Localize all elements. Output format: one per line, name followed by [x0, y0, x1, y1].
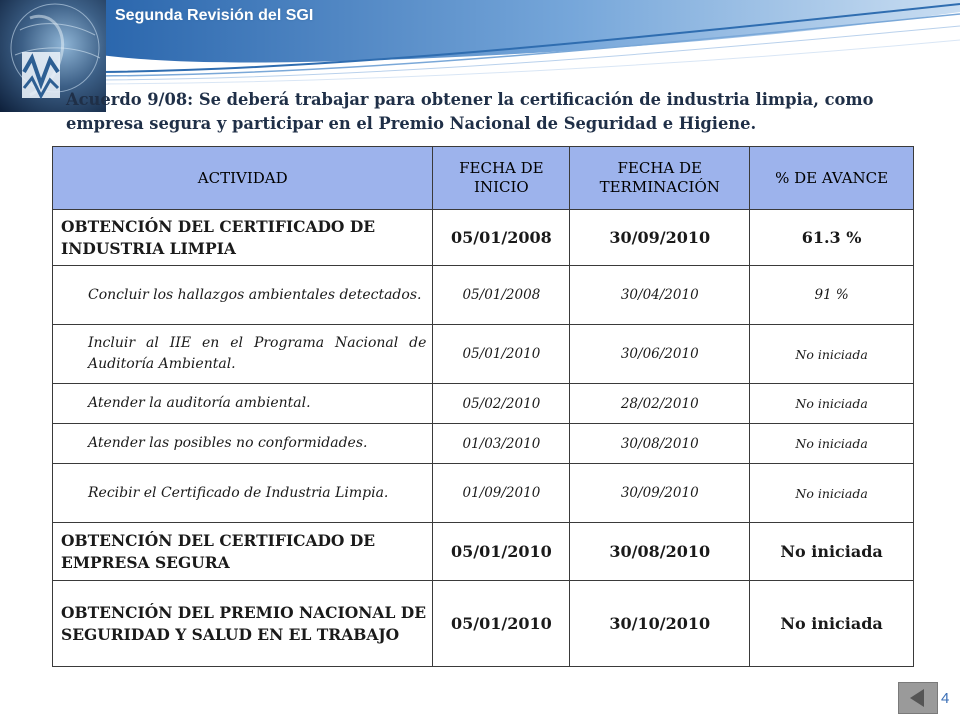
activity-cell: OBTENCIÓN DEL CERTIFICADO DE INDUSTRIA LIMPIA [53, 210, 433, 266]
progress-cell: No iniciada [750, 384, 914, 424]
end-date-cell: 28/02/2010 [570, 384, 750, 424]
progress-cell: No iniciada [750, 581, 914, 667]
column-header-progress: % DE AVANCE [750, 147, 914, 210]
start-date-cell: 05/01/2008 [433, 210, 570, 266]
activity-cell: OBTENCIÓN DEL CERTIFICADO DE EMPRESA SEGURA [53, 523, 433, 581]
table-row [53, 210, 914, 266]
end-date-cell: 30/09/2010 [570, 464, 750, 523]
activity-cell: Concluir los hallazgos ambientales detectados. [53, 266, 433, 325]
progress-cell: 61.3 % [750, 210, 914, 266]
agreement-text: Acuerdo 9/08: Se deberá trabajar para obtener la certificación de industria limpia, como empresa segura y participar en el Premio Nacional de Seguridad e Higiene. [66, 90, 874, 133]
progress-cell: No iniciada [750, 325, 914, 384]
column-header-start-date: FECHA DE INICIO [433, 147, 570, 210]
table-row [53, 464, 914, 523]
end-date-cell: 30/04/2010 [570, 266, 750, 325]
activity-cell: OBTENCIÓN DEL PREMIO NACIONAL DE SEGURIDAD Y SALUD EN EL TRABAJO [53, 581, 433, 667]
activities-table [52, 146, 914, 667]
start-date-cell: 05/01/2008 [433, 266, 570, 325]
table-row [53, 523, 914, 581]
table-row [53, 266, 914, 325]
end-date-cell: 30/09/2010 [570, 210, 750, 266]
end-date-cell: 30/08/2010 [570, 523, 750, 581]
start-date-cell: 05/02/2010 [433, 384, 570, 424]
progress-cell: No iniciada [750, 523, 914, 581]
page-number: 4 [941, 690, 950, 707]
end-date-cell: 30/10/2010 [570, 581, 750, 667]
start-date-cell: 05/01/2010 [433, 523, 570, 581]
activity-cell: Atender la auditoría ambiental. [53, 384, 433, 424]
column-header-end-date: FECHA DE TERMINACIÓN [570, 147, 750, 210]
activity-cell: Atender las posibles no conformidades. [53, 424, 433, 464]
start-date-cell: 05/01/2010 [433, 325, 570, 384]
start-date-cell: 01/09/2010 [433, 464, 570, 523]
activity-cell: Recibir el Certificado de Industria Limpia. [53, 464, 433, 523]
start-date-cell: 01/03/2010 [433, 424, 570, 464]
table-header-row [53, 147, 914, 210]
slide-header: Segunda Revisión del SGI [115, 7, 314, 24]
table-row [53, 384, 914, 424]
start-date-cell: 05/01/2010 [433, 581, 570, 667]
table-row [53, 424, 914, 464]
activity-cell: Incluir al IIE en el Programa Nacional de Auditoría Ambiental. [53, 325, 433, 384]
end-date-cell: 30/06/2010 [570, 325, 750, 384]
progress-cell: No iniciada [750, 464, 914, 523]
progress-cell: No iniciada [750, 424, 914, 464]
back-arrow-icon [899, 683, 937, 713]
back-button[interactable] [898, 682, 938, 714]
progress-cell: 91 % [750, 266, 914, 325]
table-row [53, 581, 914, 667]
end-date-cell: 30/08/2010 [570, 424, 750, 464]
table-row [53, 325, 914, 384]
column-header-activity: ACTIVIDAD [53, 147, 433, 210]
